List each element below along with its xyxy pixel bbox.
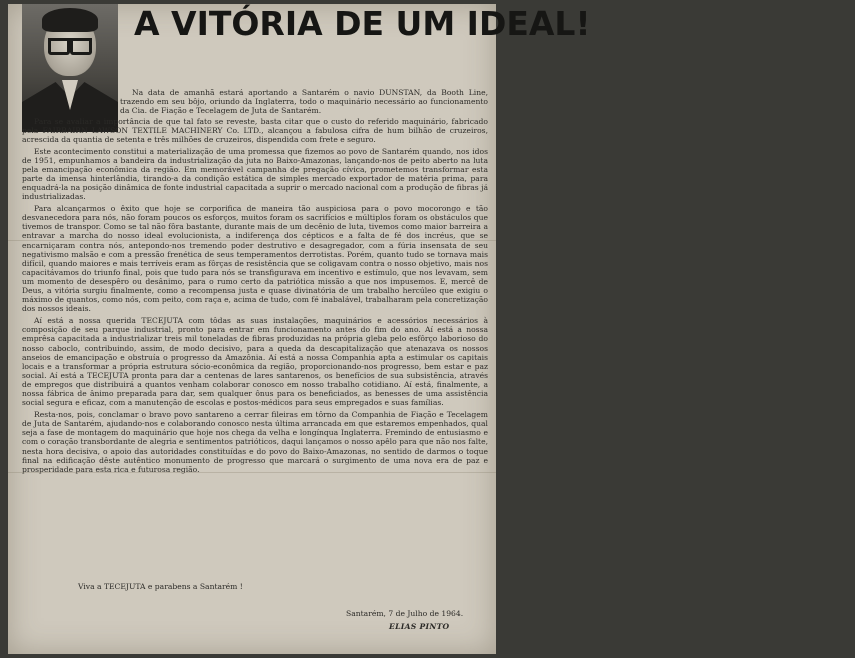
portrait-glasses [48,38,92,53]
portrait-hair [42,8,98,32]
paragraph: Na data de amanhã estará aportando a Santarém o navio DUNSTAN, da Booth Line, trazendo em seu bôjo, oriundo da Inglaterra, todo o maquinário necessário ao funcionamento da Cia. de Fiação e Tecelagem de Juta de Santarém. [120,88,488,116]
paragraph: Aí está a nossa querida TECEJUTA com tôdas as suas instalações, maquinários e acessórios necessários à composição de seu parque industrial, pronto para entrar em funcionamento antes do fim do ano. Aí está a nossa emprêsa capacitada a industrializar treis mil toneladas de fibras produzidas na própria gleba pelo esfôrço laborioso do nosso caboclo, contribuindo, assim, de modo decisivo, para a queda da descapitalização que atenazava os nossos anseios de emancipação e obstruía o progresso da Amazônia. Aí está a nossa Companhia apta a estimular os capitais locais e a transformar a própria estrutura sócio-econômica da região, proporcionando-nos progresso, bem estar e paz social. Aí está a TECEJUTA pronta para dar a centenas de lares santarenos, os benefícios de sua subsistência, através de empregos que distribuirá a quantos venham colaborar conosco em nosso trabalho cotidiano. Aí está, finalmente, a nossa fábrica de ânimo preparada para dar, sem qualquer ônus para os beneficiados, as benesses de uma assistência social segura e eficaz, com a manutenção de escolas e postos-médicos para seus empregados e suas famílias. [22,316,488,408]
paragraph: Para se avaliar a importância de que tal fato se reveste, basta citar que o custo do referido maquinário, fabricado pela FAIRBAIRN LAWSON TEXTILE MACHINERY Co. LTD., alcançou a fabulosa cifra de hum bilhão de cruzeiros, acrescida da quantia de setenta e três milhões de cruzeiros, dispendida com frete e seguro. [22,117,488,145]
signature: ELIAS PINTO [389,622,450,631]
paragraph: Resta-nos, pois, conclamar o bravo povo santareno a cerrar fileiras em tôrno da Companhia de Fiação e Tecelagem de Juta de Santarém, ajudando-nos e colaborando conosco nesta última arrancada em que estaremos empenhados, qual seja a fase de montagem do maquinário que hoje nos chega da velha e longínqua Inglaterra. Fremindo de entusiasmo e com o coração transbordante de alegria e sentimentos patrióticos, daqui lançamos o nosso apêlo para que não nos falte, nesta hora decisiva, o apoio das autoridades constituídas e do povo do Baixo-Amazonas, no sentido de darmos o toque final na edificação dêste autêntico monumento de progresso que marcará o surgimento de uma nova era de paz e prosperidade para esta rica e futurosa região. [22,410,488,474]
paragraph: Para alcançarmos o êxito que hoje se corporifica de maneira tão auspiciosa para o povo mocorongo e tão desvanecedora para nós, não foram poucos os esforços, muitos foram os sacrifícios e múltiplos foram os obstáculos que tivemos de transpor. Como se tal não fôra bastante, durante mais de um decênio de luta, tivemos como maior barreira a entravar a marcha do nosso ideal evolucionista, a indiferença dos cépticos e a falta de fé dos incréus, que se encarniçaram contra nós, antepondo-nos tremendo poder destrutivo e desagregador, com a fúria insensata de seu negativismo malsão e com a pressão frenética de seus temperamentos derrotistas. Porém, quanto tudo se tornava mais difícil, quando maiores e mais terríveis eram as fôrças de resistência que se coligavam contra o nosso objetivo, mais nos capacitávamos do triunfo final, pois que tudo para nós se transfigurava em incentivo e estímulo, que nos levavam, sem um momento de desespêro ou desânimo, para o rumo certo da patriótica missão a que nos impusemos. E, mercê de Deus, a vitória surgiu finalmente, como a recompensa justa e quase divinatória de um trabalho hercúleo que exigiu o máximo de quantos, como nós, com peito, com raça e, acima de tudo, com fé inabalável, trabalharam pela concretização dos nossos ideais. [22,204,488,314]
fold-crease [8,240,496,241]
dateline: Santarém, 7 de Julho de 1964. [346,609,464,618]
paragraph: Este acontecimento constitui a materialização de uma promessa que fizemos ao povo de Santarém quando, nos idos de 1951, empunhamos a bandeira da industrialização da juta no Baixo-Amazonas, lançando-nos de peito aberto na luta pela emancipação econômica da região. Em memorável campanha de pregação cívica, prometemos transformar esta parte da imensa hinterlândia, tirando-a da condição estática de simples mercado exportador de matéria prima, para enquadrá-la na posição dinâmica de fonte industrial capacitada a suprir o mercado nacional com a produção de fibras já industrializadas. [22,146,488,202]
newspaper-page [8,4,591,654]
closing-line: Viva a TECEJUTA e parabens a Santarém ! [78,582,243,591]
article-body [22,88,488,477]
fold-crease [8,472,496,473]
headline: A VITÓRIA DE UM IDEAL! [134,4,591,43]
